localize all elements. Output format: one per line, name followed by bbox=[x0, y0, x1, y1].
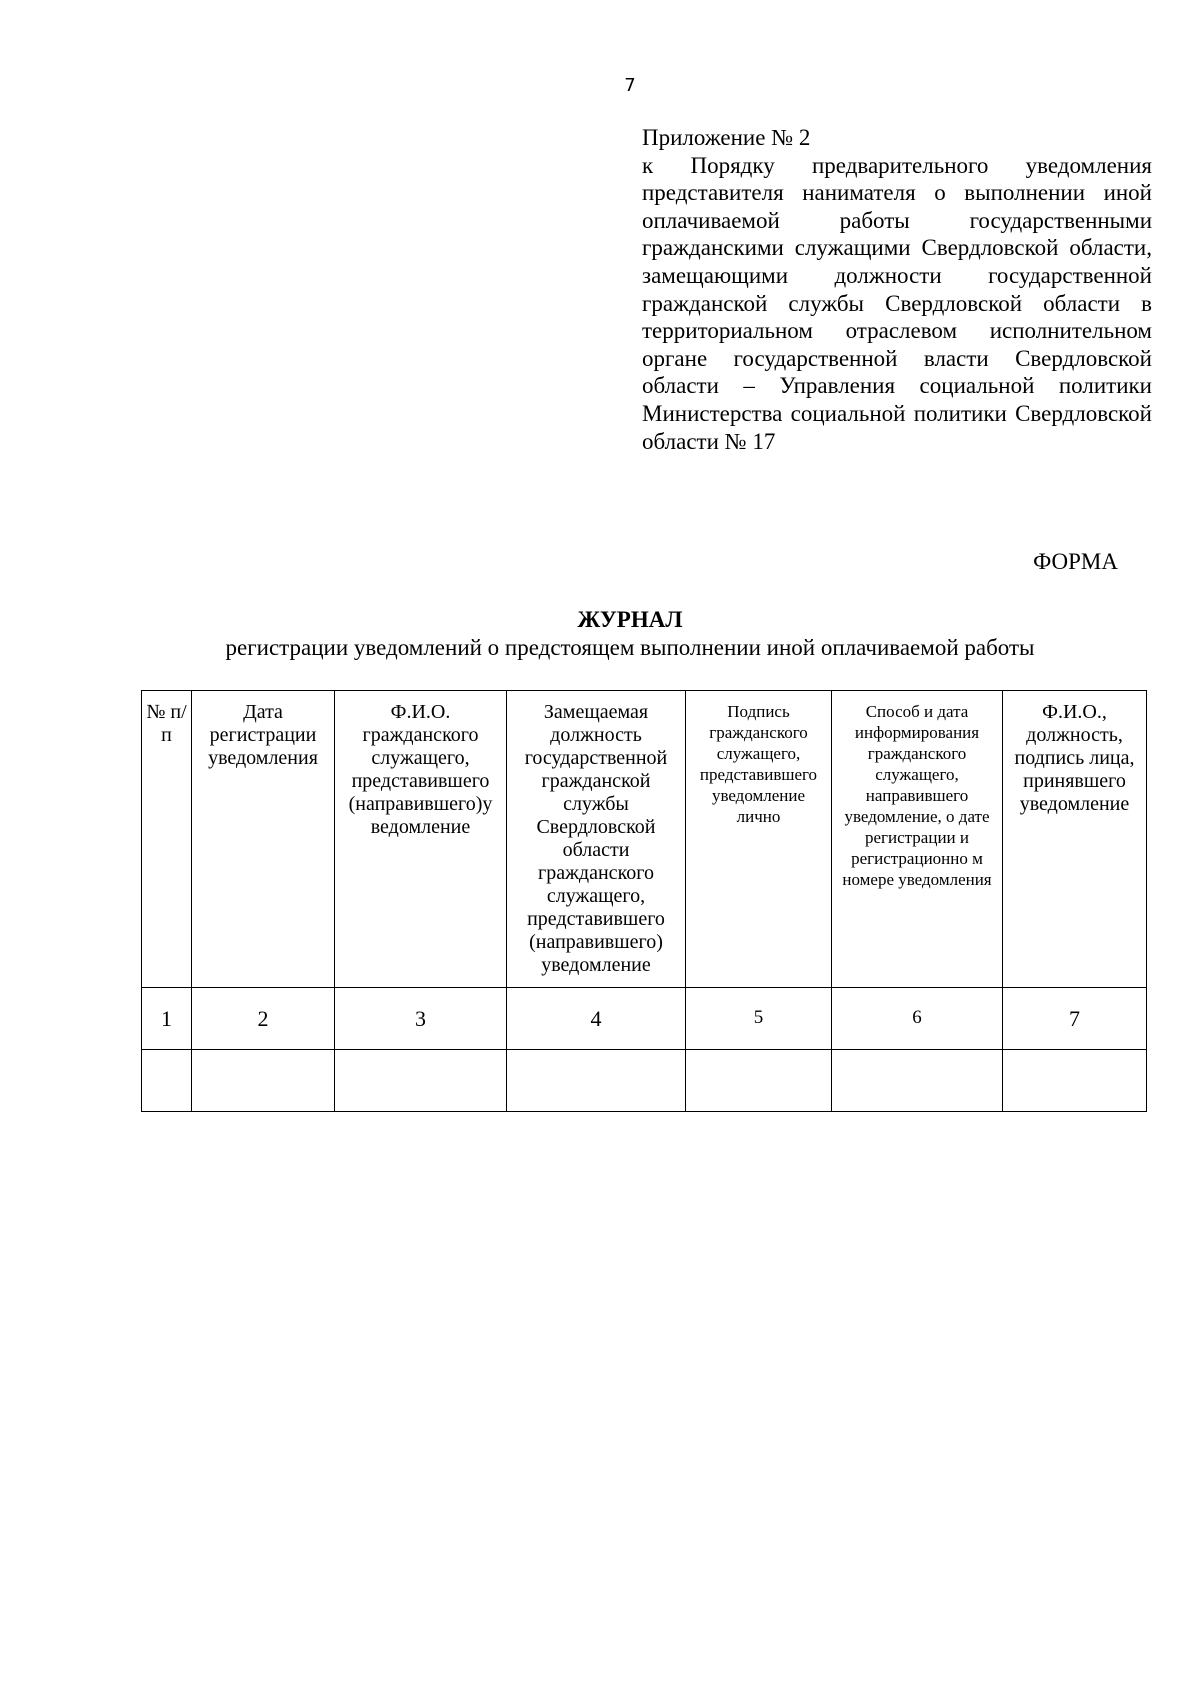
column-number: 5 bbox=[753, 1006, 764, 1028]
table-cell bbox=[142, 988, 192, 1050]
table-cell bbox=[832, 988, 1003, 1050]
table-cell bbox=[686, 988, 832, 1050]
table-row-column-numbers bbox=[142, 988, 1147, 1050]
page-number: 7 bbox=[624, 75, 636, 96]
header-cell-registration-date bbox=[192, 691, 335, 988]
header-label: Ф.И.О., должность, подпись лица, принявшего уведомление bbox=[1014, 701, 1135, 815]
table-cell bbox=[142, 1050, 192, 1112]
header-label: Подпись гражданского служащего, представившего уведомление лично bbox=[699, 702, 818, 826]
table-cell bbox=[335, 1050, 507, 1112]
appendix-body: к Порядку предварительного уведомления представителя нанимателя о выполнении иной оплачиваемой работы государственными гражданскими служащими Свердловской области, замещающими должности государственной гражданской службы Свердловской области в территориальном отраслевом исполнительном органе государственной власти Свердловской области – Управления социальной политики Министерства социальной политики Свердловской области № 17 bbox=[642, 152, 1152, 454]
journal-subtitle: регистрации уведомлений о предстоящем выполнении иной оплачиваемой работы bbox=[225, 635, 1035, 660]
header-cell-employee-name bbox=[335, 691, 507, 988]
table-cell bbox=[686, 1050, 832, 1112]
journal-title: ЖУРНАЛ bbox=[577, 607, 683, 632]
column-number: 1 bbox=[161, 1005, 172, 1031]
appendix-block bbox=[642, 124, 1152, 455]
column-number: 4 bbox=[590, 1005, 602, 1031]
table-cell bbox=[192, 988, 335, 1050]
table-row-empty bbox=[142, 1050, 1147, 1112]
table-cell bbox=[832, 1050, 1003, 1112]
header-cell-signature bbox=[686, 691, 832, 988]
table-cell bbox=[192, 1050, 335, 1112]
header-label: Ф.И.О. гражданского служащего, представившего (направившего)у ведомление bbox=[348, 701, 493, 838]
header-label: Способ и дата информирования гражданского служащего, направившего уведомление, о дате регистрации и регистрационно м номере уведомления bbox=[842, 702, 992, 889]
column-number: 3 bbox=[415, 1005, 426, 1031]
journal-table bbox=[141, 690, 1147, 1112]
table-cell bbox=[1003, 1050, 1147, 1112]
header-label: Замещаемая должность государственной гражданской службы Свердловской области гражданского служащего, представившего (направившего) уведомление bbox=[524, 701, 668, 976]
table-cell bbox=[335, 988, 507, 1050]
header-label: Дата регистрации уведомления bbox=[208, 701, 318, 769]
header-cell-notification-method bbox=[832, 691, 1003, 988]
header-label: № п/п bbox=[146, 701, 187, 746]
column-number: 6 bbox=[912, 1006, 922, 1028]
table-cell bbox=[1003, 988, 1147, 1050]
appendix-title: Приложение № 2 bbox=[642, 125, 811, 150]
column-number: 7 bbox=[1069, 1005, 1080, 1031]
table-cell bbox=[507, 1050, 686, 1112]
header-cell-position bbox=[507, 691, 686, 988]
column-number: 2 bbox=[257, 1005, 269, 1031]
form-label: ФОРМА bbox=[1033, 549, 1118, 574]
header-cell-receiver bbox=[1003, 691, 1147, 988]
header-cell-number bbox=[142, 691, 192, 988]
table-cell bbox=[507, 988, 686, 1050]
table-header-row bbox=[142, 691, 1147, 988]
